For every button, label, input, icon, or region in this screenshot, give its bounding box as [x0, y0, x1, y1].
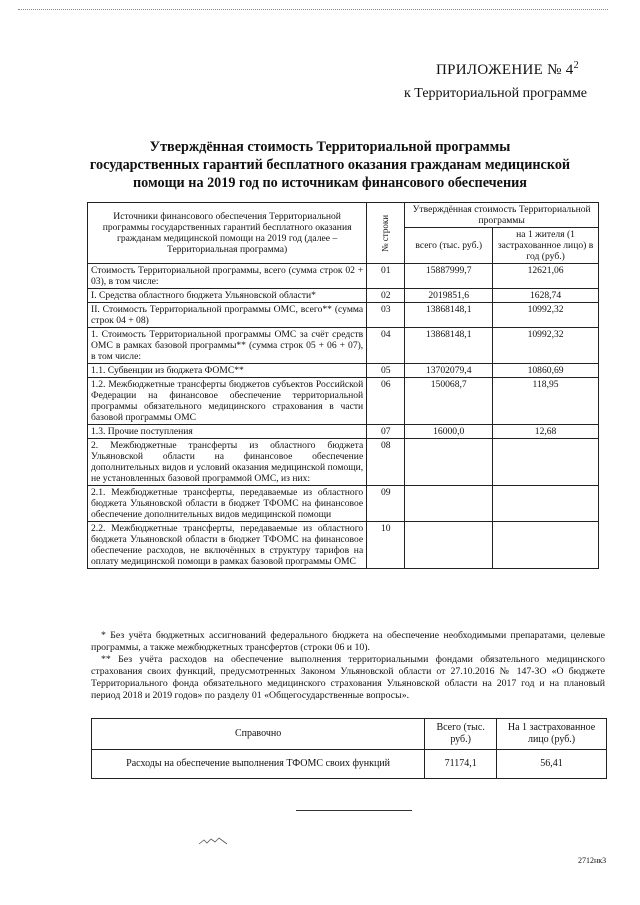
reference-header-per: На 1 застрахованное лицо (руб.) [497, 719, 607, 750]
table-row: 1.1. Субвенции из бюджета ФОМС** 05 13702079,4 10860,69 [88, 364, 599, 378]
table-row: Стоимость Территориальной программы, всего (сумма строк 02 + 03), в том числе: 01 15887999,7 12621,06 [88, 264, 599, 289]
reference-row-per: 56,41 [497, 750, 607, 779]
reference-header-label: Справочно [92, 719, 425, 750]
table-row: I. Средства областного бюджета Ульяновской области* 02 2019851,6 1628,74 [88, 289, 599, 303]
reference-table [91, 718, 607, 779]
header-source: Источники финансового обеспечения Территориальной программы государственных гарантий бесплатного оказания гражданам медицинской помощи на 2019 год (далее – Территориальная программа) [88, 203, 367, 264]
top-dotted-line [18, 9, 608, 10]
document-code: 2712нк3 [578, 856, 607, 865]
header-per-capita: на 1 жителя (1 застрахованное лицо) в год (руб.) [493, 228, 599, 264]
appendix-label: ПРИЛОЖЕНИЕ № $4^2$ [436, 60, 579, 78]
reference-row [92, 750, 607, 779]
footnote-2: ** Без учёта расходов на обеспечение выполнения территориальными фондами обязательного медицинского страхования своих функций, предусмотренных Законом Ульяновской области от 27.10.2016 № 147-ЗО «О бюджете Территориального фонда обязательного медицинского страхования Ульяновской области на 2017 год и на плановый период 2018 и 2019 годов» по разделу 01 «Общегосударственные вопросы». [91, 654, 605, 701]
table-row: II. Стоимость Территориальной программы ОМС, всего** (сумма строк 04 + 08) 03 13868148,1 10992,32 [88, 303, 599, 328]
reference-header-row [92, 719, 607, 750]
reference-row-total: 71174,1 [425, 750, 497, 779]
table-row: 2. Межбюджетные трансферты из областного бюджета Ульяновской области на финансовое обеспечение дополнительных видов и условий оказания медицинской помощи, не установленных базовой программой ОМС, из них: 08 [88, 439, 599, 486]
footnotes [91, 630, 605, 702]
handwritten-mark-icon [198, 835, 228, 847]
appendix-subtitle: к Территориальной программе [404, 86, 588, 101]
document-title: Утверждённая стоимость Территориальной программы государственных гарантий бесплатного оказания гражданам медицинской помощи на 2019 год по источникам финансового обеспечения [89, 139, 571, 191]
table-row: 1. Стоимость Территориальной программы ОМС за счёт средств ОМС в рамках базовой программы** (сумма строк 05 + 06 + 07), в том числе: 04 13868148,1 10992,32 [88, 328, 599, 364]
table-row: 2.2. Межбюджетные трансферты, передаваемые из областного бюджета Ульяновской области в бюджет ТФОМС на финансовое обеспечение расходов, не включённых в структуру тарифов на оплату медицинской помощи в рамках базовой программы ОМС 10 [88, 522, 599, 569]
table-header-row [88, 203, 599, 228]
header-total: всего (тыс. руб.) [405, 228, 493, 264]
table-row: 1.2. Межбюджетные трансферты бюджетов субъектов Российской Федерации на финансовое обеспечение территориальной программы обязательного медицинского страхования в части базовой программы ОМС 06 150068,7 118,95 [88, 378, 599, 425]
reference-row-label: Расходы на обеспечение выполнения ТФОМС своих функций [92, 750, 425, 779]
header-cost-group: Утверждённая стоимость Территориальной программы [405, 203, 599, 228]
table-row: 1.3. Прочие поступления 07 16000,0 12,68 [88, 425, 599, 439]
reference-header-total: Всего (тыс. руб.) [425, 719, 497, 750]
funding-table [87, 202, 599, 569]
signature-line [296, 810, 412, 811]
footnote-1: * Без учёта бюджетных ассигнований федерального бюджета на обеспечение необходимыми препаратами, целевые программы, а также межбюджетных трансфертов (строки 06 и 10). [91, 630, 605, 653]
header-line-number: № строки [367, 203, 405, 264]
table-row: 2.1. Межбюджетные трансферты, передаваемые из областного бюджета Ульяновской области в бюджет ТФОМС на финансовое обеспечение дополнительных видов медицинской помощи 09 [88, 486, 599, 522]
